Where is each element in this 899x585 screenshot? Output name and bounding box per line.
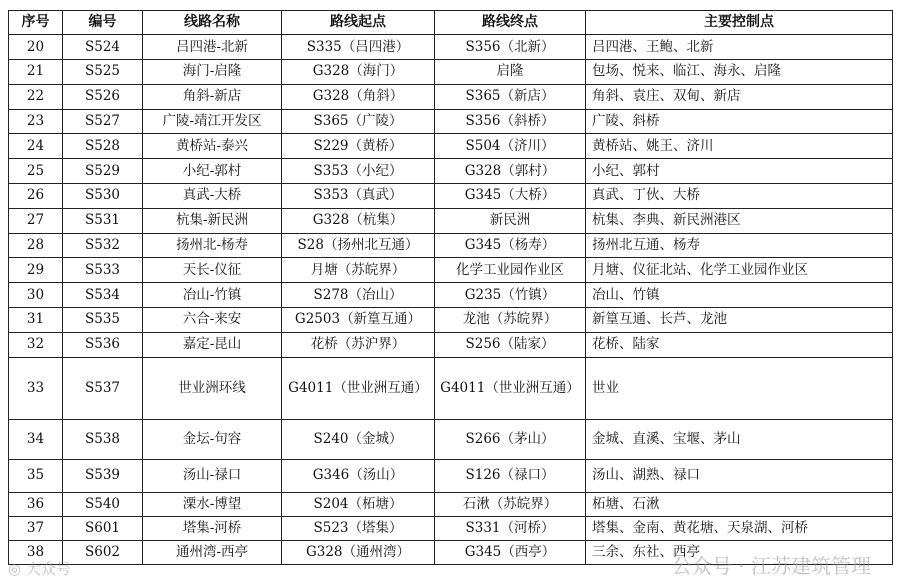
header-end: 路线终点 bbox=[435, 11, 586, 35]
cell-start: G4011（世业洲互通） bbox=[282, 357, 435, 419]
cell-start: S353（小纪） bbox=[282, 159, 435, 184]
cell-start: S523（塔集） bbox=[282, 516, 435, 540]
cell-control-points: 杭集、李典、新民洲港区 bbox=[586, 208, 893, 233]
cell-end: 新民洲 bbox=[435, 208, 586, 233]
table-row bbox=[9, 357, 893, 419]
cell-code: S601 bbox=[63, 516, 143, 540]
cell-end: S266（茅山） bbox=[435, 419, 586, 459]
cell-start: S28（扬州北互通） bbox=[282, 233, 435, 258]
cell-route-name: 角斜-新店 bbox=[143, 84, 282, 109]
cell-start: 月塘（苏皖界） bbox=[282, 258, 435, 283]
cell-start: G346（汤山） bbox=[282, 459, 435, 492]
cell-code: S534 bbox=[63, 283, 143, 308]
cell-start: 花桥（苏沪界） bbox=[282, 332, 435, 357]
cell-control-points: 小纪、郭村 bbox=[586, 159, 893, 184]
cell-end: S365（新店） bbox=[435, 84, 586, 109]
table-row bbox=[9, 540, 893, 564]
cell-end: G345（杨寿） bbox=[435, 233, 586, 258]
table-row bbox=[9, 208, 893, 233]
cell-route-name: 扬州北-杨寿 bbox=[143, 233, 282, 258]
cell-route-name: 吕四港-北新 bbox=[143, 35, 282, 60]
route-table bbox=[8, 10, 893, 565]
cell-control-points: 扬州北互通、杨寿 bbox=[586, 233, 893, 258]
cell-code: S536 bbox=[63, 332, 143, 357]
header-control-points: 主要控制点 bbox=[586, 11, 893, 35]
cell-control-points: 世业 bbox=[586, 357, 893, 419]
table-row bbox=[9, 283, 893, 308]
cell-code: S531 bbox=[63, 208, 143, 233]
table-row bbox=[9, 419, 893, 459]
header-start: 路线起点 bbox=[282, 11, 435, 35]
cell-route-name: 真武-大桥 bbox=[143, 183, 282, 208]
cell-control-points: 黄桥站、姚王、济川 bbox=[586, 134, 893, 159]
cell-end: 化学工业园作业区 bbox=[435, 258, 586, 283]
cell-end: S356（北新） bbox=[435, 35, 586, 60]
table-row bbox=[9, 233, 893, 258]
cell-route-name: 通州湾-西亭 bbox=[143, 540, 282, 564]
cell-route-name: 汤山-禄口 bbox=[143, 459, 282, 492]
cell-seq: 21 bbox=[9, 60, 63, 85]
cell-start: G328（角斜） bbox=[282, 84, 435, 109]
cell-start: S365（广陵） bbox=[282, 109, 435, 134]
table-row bbox=[9, 183, 893, 208]
cell-end: G4011（世业洲互通） bbox=[435, 357, 586, 419]
cell-code: S540 bbox=[63, 492, 143, 516]
table-row bbox=[9, 109, 893, 134]
cell-seq: 25 bbox=[9, 159, 63, 184]
cell-control-points: 角斜、袁庄、双甸、新店 bbox=[586, 84, 893, 109]
cell-end: G345（西亭） bbox=[435, 540, 586, 564]
cell-seq: 20 bbox=[9, 35, 63, 60]
table-row bbox=[9, 492, 893, 516]
cell-control-points: 金城、直溪、宝堰、茅山 bbox=[586, 419, 893, 459]
cell-control-points: 花桥、陆家 bbox=[586, 332, 893, 357]
cell-end: 启隆 bbox=[435, 60, 586, 85]
cell-route-name: 嘉定-昆山 bbox=[143, 332, 282, 357]
table-row bbox=[9, 332, 893, 357]
watermark-right: 公众号 · 江苏建筑管理 bbox=[671, 554, 871, 578]
cell-code: S602 bbox=[63, 540, 143, 564]
cell-route-name: 冶山-竹镇 bbox=[143, 283, 282, 308]
cell-start: G328（通州湾） bbox=[282, 540, 435, 564]
cell-seq: 22 bbox=[9, 84, 63, 109]
cell-seq: 29 bbox=[9, 258, 63, 283]
header-code: 编号 bbox=[63, 11, 143, 35]
cell-start: S278（冶山） bbox=[282, 283, 435, 308]
cell-route-name: 广陵-靖江开发区 bbox=[143, 109, 282, 134]
cell-code: S538 bbox=[63, 419, 143, 459]
header-seq: 序号 bbox=[9, 11, 63, 35]
table-row bbox=[9, 84, 893, 109]
header-route-name: 线路名称 bbox=[143, 11, 282, 35]
cell-route-name: 金坛-句容 bbox=[143, 419, 282, 459]
cell-route-name: 世业洲环线 bbox=[143, 357, 282, 419]
cell-end: G235（竹镇） bbox=[435, 283, 586, 308]
cell-seq: 27 bbox=[9, 208, 63, 233]
cell-route-name: 塔集-河桥 bbox=[143, 516, 282, 540]
cell-code: S535 bbox=[63, 307, 143, 332]
cell-code: S537 bbox=[63, 357, 143, 419]
cell-control-points: 汤山、湖熟、禄口 bbox=[586, 459, 893, 492]
cell-code: S526 bbox=[63, 84, 143, 109]
cell-control-points: 吕四港、王鲍、北新 bbox=[586, 35, 893, 60]
cell-seq: 38 bbox=[9, 540, 63, 564]
cell-start: G2503（新篁互通） bbox=[282, 307, 435, 332]
cell-code: S528 bbox=[63, 134, 143, 159]
cell-seq: 28 bbox=[9, 233, 63, 258]
cell-control-points: 三余、东社、西亭 bbox=[586, 540, 893, 564]
cell-start: S204（柘塘） bbox=[282, 492, 435, 516]
cell-control-points: 广陵、斜桥 bbox=[586, 109, 893, 134]
cell-control-points: 真武、丁伙、大桥 bbox=[586, 183, 893, 208]
cell-end: 龙池（苏皖界） bbox=[435, 307, 586, 332]
cell-code: S525 bbox=[63, 60, 143, 85]
cell-end: S504（济川） bbox=[435, 134, 586, 159]
table-row bbox=[9, 134, 893, 159]
cell-end: S256（陆家） bbox=[435, 332, 586, 357]
cell-start: G328（海门） bbox=[282, 60, 435, 85]
cell-seq: 35 bbox=[9, 459, 63, 492]
cell-code: S529 bbox=[63, 159, 143, 184]
cell-seq: 30 bbox=[9, 283, 63, 308]
watermark-left: ◎ 大众号 bbox=[8, 560, 71, 578]
cell-end: S331（河桥） bbox=[435, 516, 586, 540]
cell-control-points: 塔集、金南、黄花塘、天泉湖、河桥 bbox=[586, 516, 893, 540]
cell-control-points: 冶山、竹镇 bbox=[586, 283, 893, 308]
cell-code: S532 bbox=[63, 233, 143, 258]
cell-route-name: 溧水-博望 bbox=[143, 492, 282, 516]
cell-seq: 36 bbox=[9, 492, 63, 516]
cell-seq: 33 bbox=[9, 357, 63, 419]
cell-control-points: 新篁互通、长芦、龙池 bbox=[586, 307, 893, 332]
cell-control-points: 柘塘、石湫 bbox=[586, 492, 893, 516]
cell-route-name: 天长-仪征 bbox=[143, 258, 282, 283]
cell-route-name: 黄桥站-泰兴 bbox=[143, 134, 282, 159]
cell-code: S539 bbox=[63, 459, 143, 492]
cell-end: G328（郭村） bbox=[435, 159, 586, 184]
cell-route-name: 海门-启隆 bbox=[143, 60, 282, 85]
cell-start: G328（杭集） bbox=[282, 208, 435, 233]
cell-seq: 37 bbox=[9, 516, 63, 540]
cell-code: S530 bbox=[63, 183, 143, 208]
cell-control-points: 月塘、仪征北站、化学工业园作业区 bbox=[586, 258, 893, 283]
table-row bbox=[9, 459, 893, 492]
cell-code: S527 bbox=[63, 109, 143, 134]
table-row bbox=[9, 35, 893, 60]
table-row bbox=[9, 60, 893, 85]
cell-start: S229（黄桥） bbox=[282, 134, 435, 159]
cell-end: 石湫（苏皖界） bbox=[435, 492, 586, 516]
cell-end: S356（斜桥） bbox=[435, 109, 586, 134]
cell-end: S126（禄口） bbox=[435, 459, 586, 492]
cell-seq: 31 bbox=[9, 307, 63, 332]
cell-seq: 26 bbox=[9, 183, 63, 208]
header-row bbox=[9, 11, 893, 35]
table-row bbox=[9, 307, 893, 332]
cell-route-name: 杭集-新民洲 bbox=[143, 208, 282, 233]
cell-seq: 34 bbox=[9, 419, 63, 459]
cell-start: S240（金城） bbox=[282, 419, 435, 459]
cell-end: G345（大桥） bbox=[435, 183, 586, 208]
cell-route-name: 小纪-郭村 bbox=[143, 159, 282, 184]
cell-control-points: 包场、悦来、临江、海永、启隆 bbox=[586, 60, 893, 85]
cell-code: S533 bbox=[63, 258, 143, 283]
table-row bbox=[9, 159, 893, 184]
cell-start: S335（吕四港） bbox=[282, 35, 435, 60]
cell-code: S524 bbox=[63, 35, 143, 60]
cell-start: S353（真武） bbox=[282, 183, 435, 208]
cell-seq: 32 bbox=[9, 332, 63, 357]
cell-seq: 23 bbox=[9, 109, 63, 134]
table-row bbox=[9, 516, 893, 540]
cell-seq: 24 bbox=[9, 134, 63, 159]
table-body bbox=[9, 35, 893, 565]
table-row bbox=[9, 258, 893, 283]
cell-route-name: 六合-来安 bbox=[143, 307, 282, 332]
